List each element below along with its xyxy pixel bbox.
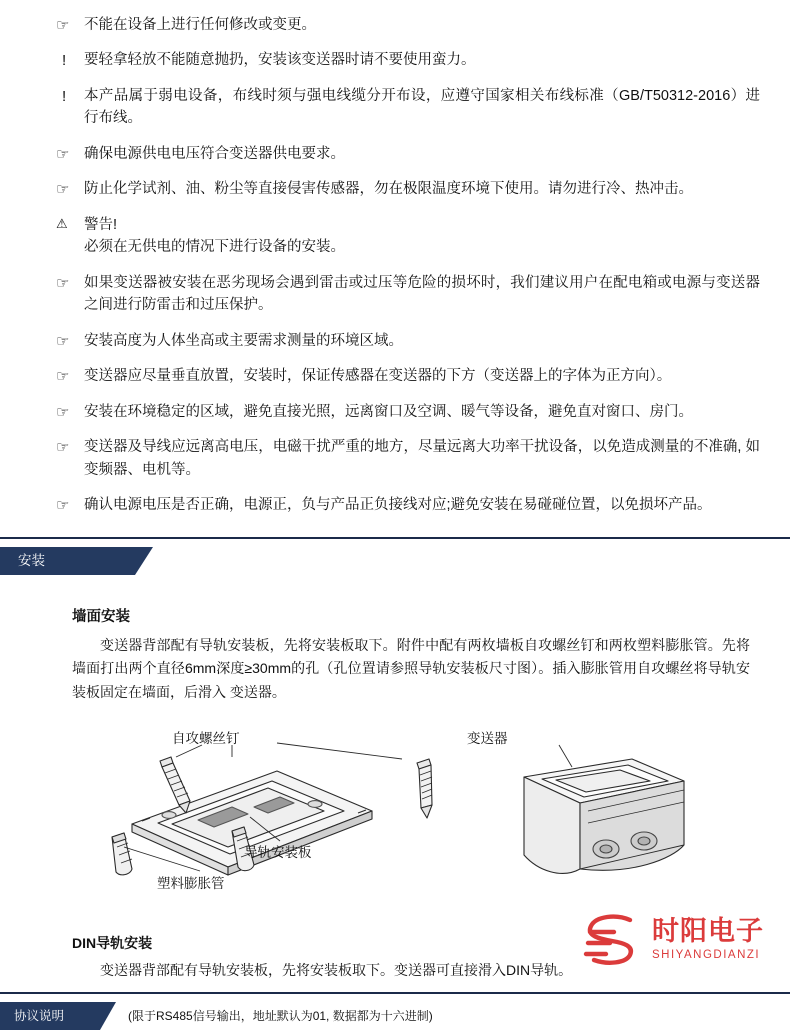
figure-label-rail-plate: 导轨安装板 bbox=[244, 844, 312, 860]
section-band-label: 安装 bbox=[0, 547, 135, 575]
footer-divider-rule bbox=[0, 992, 790, 994]
notice-item bbox=[56, 143, 760, 165]
pointing-hand-icon: ☞ bbox=[56, 368, 69, 386]
notice-item bbox=[56, 14, 760, 36]
wall-mount-title: 墙面安装 bbox=[72, 608, 130, 625]
notice-text: 确保电源供电电压符合变送器供电要求。 bbox=[84, 145, 345, 162]
pointing-hand-icon: ☞ bbox=[56, 145, 69, 163]
notice-item bbox=[56, 365, 760, 387]
footer-note: (限于RS485信号输出，地址默认为01, 数据都为十六进制) bbox=[128, 1009, 433, 1023]
din-rail-paragraph: 变送器背部配有导轨安装板，先将安装板取下。变送器可直接滑入DIN导轨。 bbox=[100, 961, 573, 978]
watermark-text bbox=[652, 917, 764, 960]
notice-item bbox=[56, 85, 760, 130]
notice-item bbox=[56, 330, 760, 352]
notice-item bbox=[56, 436, 760, 481]
warning-item bbox=[56, 214, 760, 259]
warning-triangle-icon: ⚠ bbox=[56, 215, 68, 231]
pointing-hand-icon: ☞ bbox=[56, 332, 69, 350]
notice-text: 确认电源电压是否正确，电源正，负与产品正负接线对应;避免安装在易碰碰位置，以免损坏产品。 bbox=[84, 497, 712, 514]
notice-item bbox=[56, 494, 760, 516]
watermark bbox=[580, 910, 764, 968]
pointing-hand-icon: ☞ bbox=[56, 403, 69, 421]
notice-text: 要轻拿轻放不能随意抛扔，安装该变送器时请不要使用蛮力。 bbox=[84, 52, 476, 69]
notice-text: 本产品属于弱电设备，布线时须与强电线缆分开布设，应遵守国家相关布线标准（GB/T50312-2016）进行布线。 bbox=[84, 87, 760, 127]
pointing-hand-icon: ☞ bbox=[56, 439, 69, 457]
section-header bbox=[0, 537, 790, 579]
exclamation-icon: ! bbox=[62, 87, 67, 105]
notice-item bbox=[56, 272, 760, 317]
warning-detail: 必须在无供电的情况下进行设备的安装。 bbox=[84, 239, 345, 256]
notice-text: 防止化学试剂、油、粉尘等直接侵害传感器，勿在极限温度环境下使用。请勿进行冷、热冲击。 bbox=[84, 181, 693, 198]
footer-section bbox=[0, 992, 790, 1034]
notice-text: 安装在环境稳定的区域，避免直接光照，远离窗口及空调、暖气等设备，避免直对窗口、房门。 bbox=[84, 403, 693, 420]
din-rail-title: DIN导轨安装 bbox=[72, 934, 153, 951]
pointing-hand-icon: ☞ bbox=[56, 274, 69, 292]
notice-text: 安装高度为人体坐高或主要需求测量的环境区域。 bbox=[84, 332, 403, 349]
pointing-hand-icon: ☞ bbox=[56, 497, 69, 515]
notice-item bbox=[56, 49, 760, 71]
pointing-hand-icon: ☞ bbox=[56, 17, 69, 34]
warning-title: 警告! bbox=[84, 216, 118, 233]
notice-text: 不能在设备上进行任何修改或变更。 bbox=[84, 17, 316, 33]
footer-band-label: 协议说明 bbox=[0, 1002, 100, 1030]
pointing-hand-icon: ☞ bbox=[56, 181, 69, 199]
figure-label-screw: 自攻螺丝钉 bbox=[172, 730, 240, 746]
wall-mount-figure bbox=[72, 719, 750, 919]
watermark-cn: 时阳电子 bbox=[652, 916, 764, 947]
notice-text: 如果变送器被安装在恶劣现场会遇到雷击或过压等危险的损坏时，我们建议用户在配电箱或电源与变送器之间进行防雷击和过压保护。 bbox=[84, 274, 760, 314]
notice-text: 变送器应尽量垂直放置，安装时，保证传感器在变送器的下方（变送器上的字体为正方向）。 bbox=[84, 368, 672, 385]
notice-item bbox=[56, 178, 760, 200]
wall-mount-paragraph: 变送器背部配有导轨安装板，先将安装板取下。附件中配有两枚墙板自攻螺丝钉和两枚塑料膨胀管。先将墙面打出两个直径6mm深度≥30mm的孔（孔位置请参照导轨安装板尺寸图）。插入膨胀管用自攻螺丝将导轨安装板固定在墙面，后滑入 变送器。 bbox=[72, 636, 750, 701]
notice-item bbox=[56, 401, 760, 423]
exclamation-icon: ! bbox=[62, 52, 67, 70]
watermark-en: SHIYANGDIANZI bbox=[652, 948, 761, 961]
figure-label-transmitter: 变送器 bbox=[467, 730, 508, 746]
brand-logo-icon bbox=[580, 910, 642, 968]
figure-label-plastic-plug: 塑料膨胀管 bbox=[157, 875, 225, 891]
section-divider-rule bbox=[0, 537, 790, 539]
notice-text: 变送器及导线应远离高电压，电磁干扰严重的地方，尽量远离大功率干扰设备，以免造成测量的不准确, 如变频器、电机等。 bbox=[84, 439, 760, 478]
